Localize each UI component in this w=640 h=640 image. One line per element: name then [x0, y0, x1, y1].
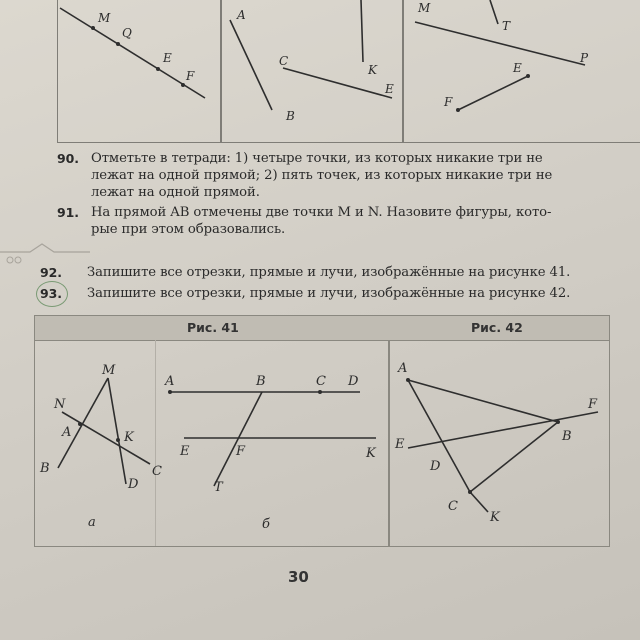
- ray-ck: [470, 492, 488, 512]
- point-e3: [526, 74, 530, 78]
- segment-fe: [458, 76, 528, 110]
- label-p3: P: [580, 51, 589, 65]
- label-f-b: F: [236, 444, 246, 459]
- exercise-text-line: Отметьте в тетради: 1) четыре точки, из которых никакие три не: [91, 151, 543, 166]
- label-k42: K: [490, 510, 500, 525]
- label-a-b: A: [165, 374, 175, 389]
- fig41-title: Рис. 41: [187, 320, 239, 335]
- ray-k: [361, 0, 363, 62]
- fig42-title: Рис. 42: [471, 320, 523, 335]
- label-n41: N: [54, 397, 66, 412]
- label-f42: F: [588, 397, 598, 412]
- line-mp: [415, 22, 585, 65]
- label-c42: C: [448, 499, 458, 514]
- label-t3: T: [502, 19, 511, 33]
- label-d-b: D: [348, 374, 359, 389]
- line-mb: [58, 378, 108, 468]
- point-f3: [456, 108, 460, 112]
- point-m: [91, 26, 95, 30]
- exercise-text-line: лежат на одной прямой; 2) пять точек, из которых никакие три не: [91, 168, 553, 183]
- label-q: Q: [122, 26, 132, 40]
- exercise-90: [57, 150, 617, 202]
- label-a42: A: [398, 361, 408, 376]
- exercise-text-line: рые при этом образовались.: [91, 222, 286, 237]
- point-e: [156, 67, 160, 71]
- exercise-number: 90.: [57, 151, 79, 166]
- label-c41: C: [152, 464, 162, 479]
- label-k-b: K: [366, 446, 376, 461]
- label-b41: B: [40, 461, 50, 476]
- point-c42: [468, 490, 472, 494]
- label-c: C: [279, 54, 289, 68]
- label-e2: E: [385, 82, 394, 96]
- segment-ab: [230, 20, 272, 110]
- label-b42: B: [562, 429, 572, 444]
- label-m3: M: [418, 1, 431, 15]
- label-e42: E: [395, 437, 405, 452]
- exercise-text-line: лежат на одной прямой.: [91, 185, 260, 200]
- exercise-92: [40, 264, 620, 281]
- label-e: E: [163, 51, 172, 65]
- label-e3: E: [513, 61, 522, 75]
- exercise-number: 92.: [40, 265, 62, 280]
- exercise-91: [57, 204, 617, 240]
- page-number: 30: [288, 568, 309, 586]
- point-q: [116, 42, 120, 46]
- exercise-text-line: Запишите все отрезки, прямые и лучи, изображённые на рисунке 41.: [87, 265, 571, 280]
- label-c-b: C: [316, 374, 326, 389]
- figures-drawing: [0, 340, 640, 550]
- point-k: [116, 438, 120, 442]
- label-m: M: [98, 11, 111, 25]
- exercise-text-line: На прямой AB отмечены две точки M и N. Назовите фигуры, кото-: [91, 205, 552, 220]
- label-b-b: B: [256, 374, 266, 389]
- caption-b: б: [262, 517, 270, 532]
- label-a41: A: [62, 425, 72, 440]
- exercise-number: 91.: [57, 205, 79, 220]
- segment-ab42: [408, 380, 558, 422]
- exercise-number: 93.: [40, 286, 62, 301]
- ray-t: [490, 0, 498, 24]
- label-f3: F: [444, 95, 453, 109]
- segment-ac: [408, 380, 470, 492]
- point-a42: [406, 378, 410, 382]
- label-b: B: [286, 109, 295, 123]
- label-d42: D: [430, 459, 441, 474]
- label-f: F: [186, 69, 195, 83]
- exercise-93: [40, 285, 620, 302]
- label-e-b: E: [180, 444, 190, 459]
- point-c-b: [318, 390, 322, 394]
- line-bt: [214, 392, 262, 486]
- point-a-b: [168, 390, 172, 394]
- label-d41: D: [128, 477, 139, 492]
- label-k: K: [368, 63, 377, 77]
- label-a: A: [237, 8, 246, 22]
- figures-table-header: [35, 316, 609, 341]
- label-m41: M: [102, 363, 116, 378]
- label-k41: K: [124, 430, 134, 445]
- top-figures-drawing: [0, 0, 640, 145]
- exercise-text-line: Запишите все отрезки, прямые и лучи, изображённые на рисунке 42.: [87, 286, 571, 301]
- caption-a: а: [88, 515, 96, 530]
- point-f: [181, 83, 185, 87]
- label-t-b: T: [214, 480, 223, 495]
- point-a: [78, 422, 82, 426]
- segment-bc: [470, 422, 558, 492]
- point-b42: [556, 420, 560, 424]
